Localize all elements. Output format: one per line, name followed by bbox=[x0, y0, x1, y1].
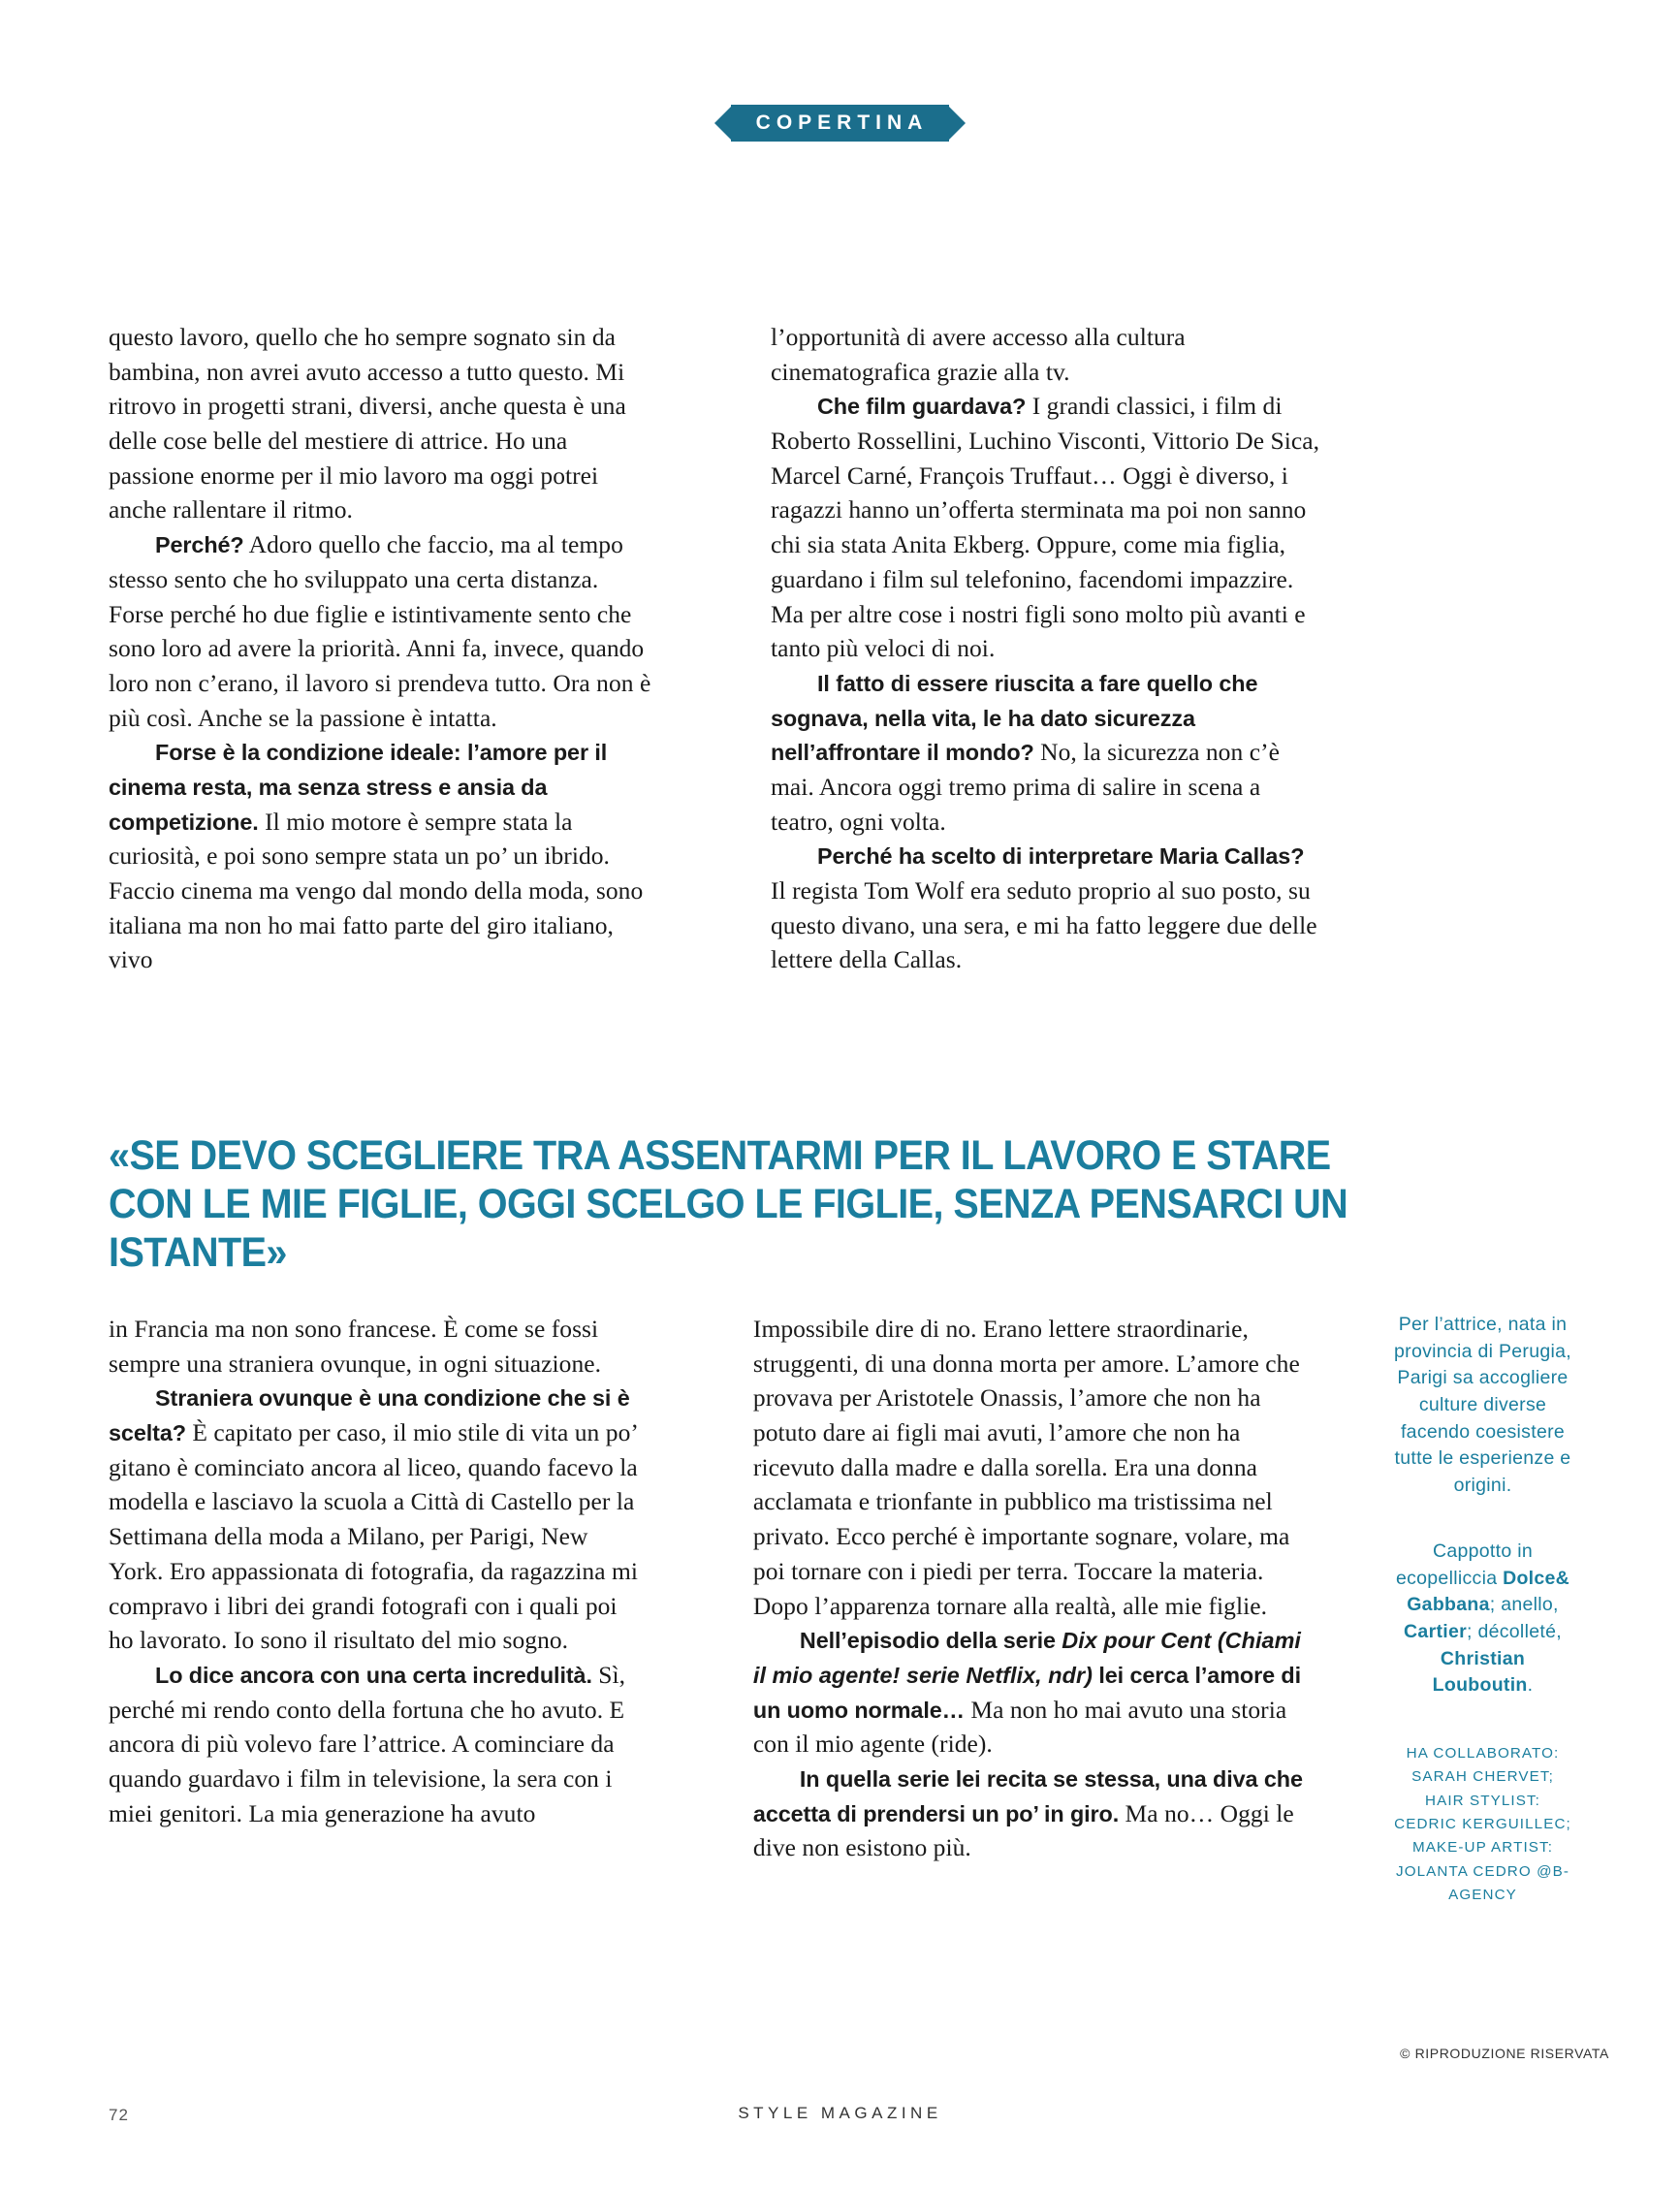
paragraph bbox=[771, 666, 1320, 839]
paragraph bbox=[109, 1381, 644, 1658]
fashion-credits bbox=[1393, 1539, 1572, 1699]
brand-name: Christian Louboutin bbox=[1432, 1647, 1528, 1697]
paragraph-text: Impossibile dire di no. Erano lettere straordinarie, struggenti, di una donna morta per amore. L’amore che provava per Aristotele Onassis, l’amore che non ha potuto dare ai figli mai avuti, l’amore che non ha ricevuto dalla madre e dalla sorella. Era una donna acclamata e trionfante in pubblico ma tristissima nel privato. Ecco perché è importante sognare, volare, ma poi tornare con i piedi per terra. Toccare la materia. Dopo l’apparenza tornare alla realtà, alle mie figlie. bbox=[752, 1315, 1300, 1620]
brand-name: Cartier bbox=[1404, 1620, 1468, 1642]
section-badge bbox=[714, 105, 967, 142]
photo-caption: Per l’attrice, nata in provincia di Perugia, Parigi sa accogliere culture diverse facendo coesistere tutte le esperienze e origini. bbox=[1394, 1314, 1571, 1497]
paragraph bbox=[109, 527, 658, 735]
paragraph bbox=[109, 320, 658, 527]
column-left-top bbox=[109, 320, 658, 977]
paragraph bbox=[771, 389, 1320, 666]
collaborators-credits: HA COLLABORATO: SARAH CHERVET; HAIR STYLIST: CEDRIC KERGUILLEC; MAKE-UP ARTIST: JOLANTA CEDRO @B-AGENCY bbox=[1394, 1744, 1571, 1903]
magazine-name-label: STYLE MAGAZINE bbox=[738, 2104, 942, 2122]
page-number: 72 bbox=[109, 2106, 129, 2124]
section-badge-label: COPERTINA bbox=[731, 105, 950, 142]
question-lead: Perché? bbox=[155, 532, 244, 558]
paragraph bbox=[753, 1623, 1319, 1762]
credits-separator: ; décolleté, bbox=[1467, 1620, 1562, 1642]
column-credits bbox=[1393, 1312, 1572, 1907]
column-left-bottom bbox=[109, 1312, 644, 1907]
answer-text: Sì, perché mi rendo conto della fortuna che ho avuto. E ancora di più volevo fare l’attrice. A cominciare da quando guardavo i film in televisione, la sera con i miei genitori. La mia generazione ha avuto bbox=[109, 1660, 626, 1827]
credits-separator: ; anello, bbox=[1489, 1594, 1559, 1616]
paragraph bbox=[771, 839, 1320, 977]
question-lead: In quella serie lei recita se stessa, una diva che accetta di prendersi un po’ in giro. bbox=[752, 1765, 1303, 1826]
top-columns bbox=[109, 320, 1320, 977]
fashion-credits-intro: Cappotto in ecopelliccia bbox=[1395, 1540, 1534, 1589]
question-lead-cont: lei cerca l’amore di un uomo normale… bbox=[752, 1662, 1301, 1723]
magazine-name bbox=[0, 2104, 1680, 2123]
paragraph bbox=[109, 1312, 644, 1381]
answer-text: Il mio motore è sempre stata la curiosità, e poi sono sempre stata un po’ un ibrido. Faccio cinema ma vengo dal mondo della moda, sono italiana ma non ho mai fatto parte del giro italiano, vivo bbox=[109, 807, 644, 974]
question-lead: Che film guardava? bbox=[817, 394, 1027, 420]
question-lead: Lo dice ancora con una certa incredulità. bbox=[155, 1662, 592, 1688]
column-gutter bbox=[644, 1312, 753, 1907]
page-header bbox=[0, 105, 1680, 142]
paragraph-text: questo lavoro, quello che ho sempre sognato sin da bambina, non avrei avuto accesso a tutto questo. Mi ritrovo in progetti strani, diversi, anche questa è una delle cose belle del mestiere di attrice. Ho una passione enorme per il mio lavoro ma oggi potrei anche rallentare il ritmo. bbox=[109, 323, 626, 524]
series-subtitle: (Chiami il mio agente! serie Netflix, ndr) bbox=[752, 1628, 1301, 1688]
series-title: Dix pour Cent bbox=[1062, 1628, 1212, 1654]
paragraph bbox=[753, 1762, 1319, 1865]
answer-text: Il regista Tom Wolf era seduto proprio al suo posto, su questo divano, una sera, e mi ha fatto leggere due delle lettere della Callas. bbox=[771, 876, 1317, 974]
pull-quote: «SE DEVO SCEGLIERE TRA ASSENTARMI PER IL LAVORO E STARE CON LE MIE FIGLIE, OGGI SCELGO LE FIGLIE, SENZA PENSARCI UN ISTANTE» bbox=[109, 1132, 1348, 1276]
question-lead: Forse è la condizione ideale: l’amore per il cinema resta, ma senza stress e ansia da competizione. bbox=[109, 740, 608, 835]
answer-text: Ma non ho mai avuto una storia con il mio agente (ride). bbox=[752, 1695, 1287, 1759]
paragraph bbox=[109, 1658, 644, 1830]
answer-text: Ma no… Oggi le dive non esistono più. bbox=[752, 1798, 1294, 1862]
paragraph bbox=[109, 735, 658, 977]
question-lead: Nell’episodio della serie bbox=[799, 1628, 1062, 1654]
credits-period: . bbox=[1527, 1674, 1534, 1697]
paragraph-text: in Francia ma non sono francese. È come se fossi sempre una straniera ovunque, in ogni situazione. bbox=[109, 1315, 602, 1378]
question-lead: Il fatto di essere riuscita a fare quello che sognava, nella vita, le ha dato sicurezza nell’affrontare il mondo? bbox=[771, 670, 1258, 766]
question-lead: Straniera ovunque è una condizione che si è scelta? bbox=[109, 1385, 630, 1446]
paragraph-text: l’opportunità di avere accesso alla cultura cinematografica grazie alla tv. bbox=[771, 323, 1186, 386]
arrow-left-icon bbox=[714, 107, 731, 140]
question-lead: Perché ha scelto di interpretare Maria Callas? bbox=[817, 843, 1305, 870]
answer-text: È capitato per caso, il mio stile di vita un po’ gitano è cominciato ancora al liceo, quando facevo la modella e lasciavo la scuola a Città di Castello per la Settimana della moda a Milano, per Parigi, New York. Ero appassionata di fotografia, da ragazzina mi compravo i libri dei grandi fotografi con i quali poi ho lavorato. Io sono il risultato del mio sogno. bbox=[109, 1418, 639, 1655]
copyright-notice: © RIPRODUZIONE RISERVATA bbox=[1400, 2046, 1609, 2061]
column-right-bottom bbox=[753, 1312, 1319, 1907]
answer-text: I grandi classici, i film di Roberto Rossellini, Luchino Visconti, Vittorio De Sica, Marcel Carné, François Truffaut… Oggi è diverso, i ragazzi hanno un’offerta sterminata ma poi non sanno chi sia stata Anita Ekberg. Oppure, come mia figlia, guardano i film sul telefonino, facendomi impazzire. Ma per altre cose i nostri figli sono molto più avanti e tanto più veloci di noi. bbox=[771, 392, 1320, 663]
bottom-columns bbox=[109, 1312, 1572, 1907]
paragraph bbox=[771, 320, 1320, 389]
answer-text: Adoro quello che faccio, ma al tempo stesso sento che ho sviluppato una certa distanza. Forse perché ho due figlie e istintivamente sento che sono loro ad avere la priorità. Anni fa, invece, quando loro non c’erano, il lavoro si prendeva tutto. Ora non è più così. Anche se la passione è intatta. bbox=[109, 530, 651, 732]
brand-name: Dolce& Gabbana bbox=[1407, 1567, 1570, 1616]
paragraph bbox=[753, 1312, 1319, 1623]
arrow-right-icon bbox=[949, 107, 966, 140]
column-right-top bbox=[771, 320, 1320, 977]
answer-text: No, la sicurezza non c’è mai. Ancora oggi tremo prima di salire in scena a teatro, ogni volta. bbox=[771, 738, 1280, 836]
